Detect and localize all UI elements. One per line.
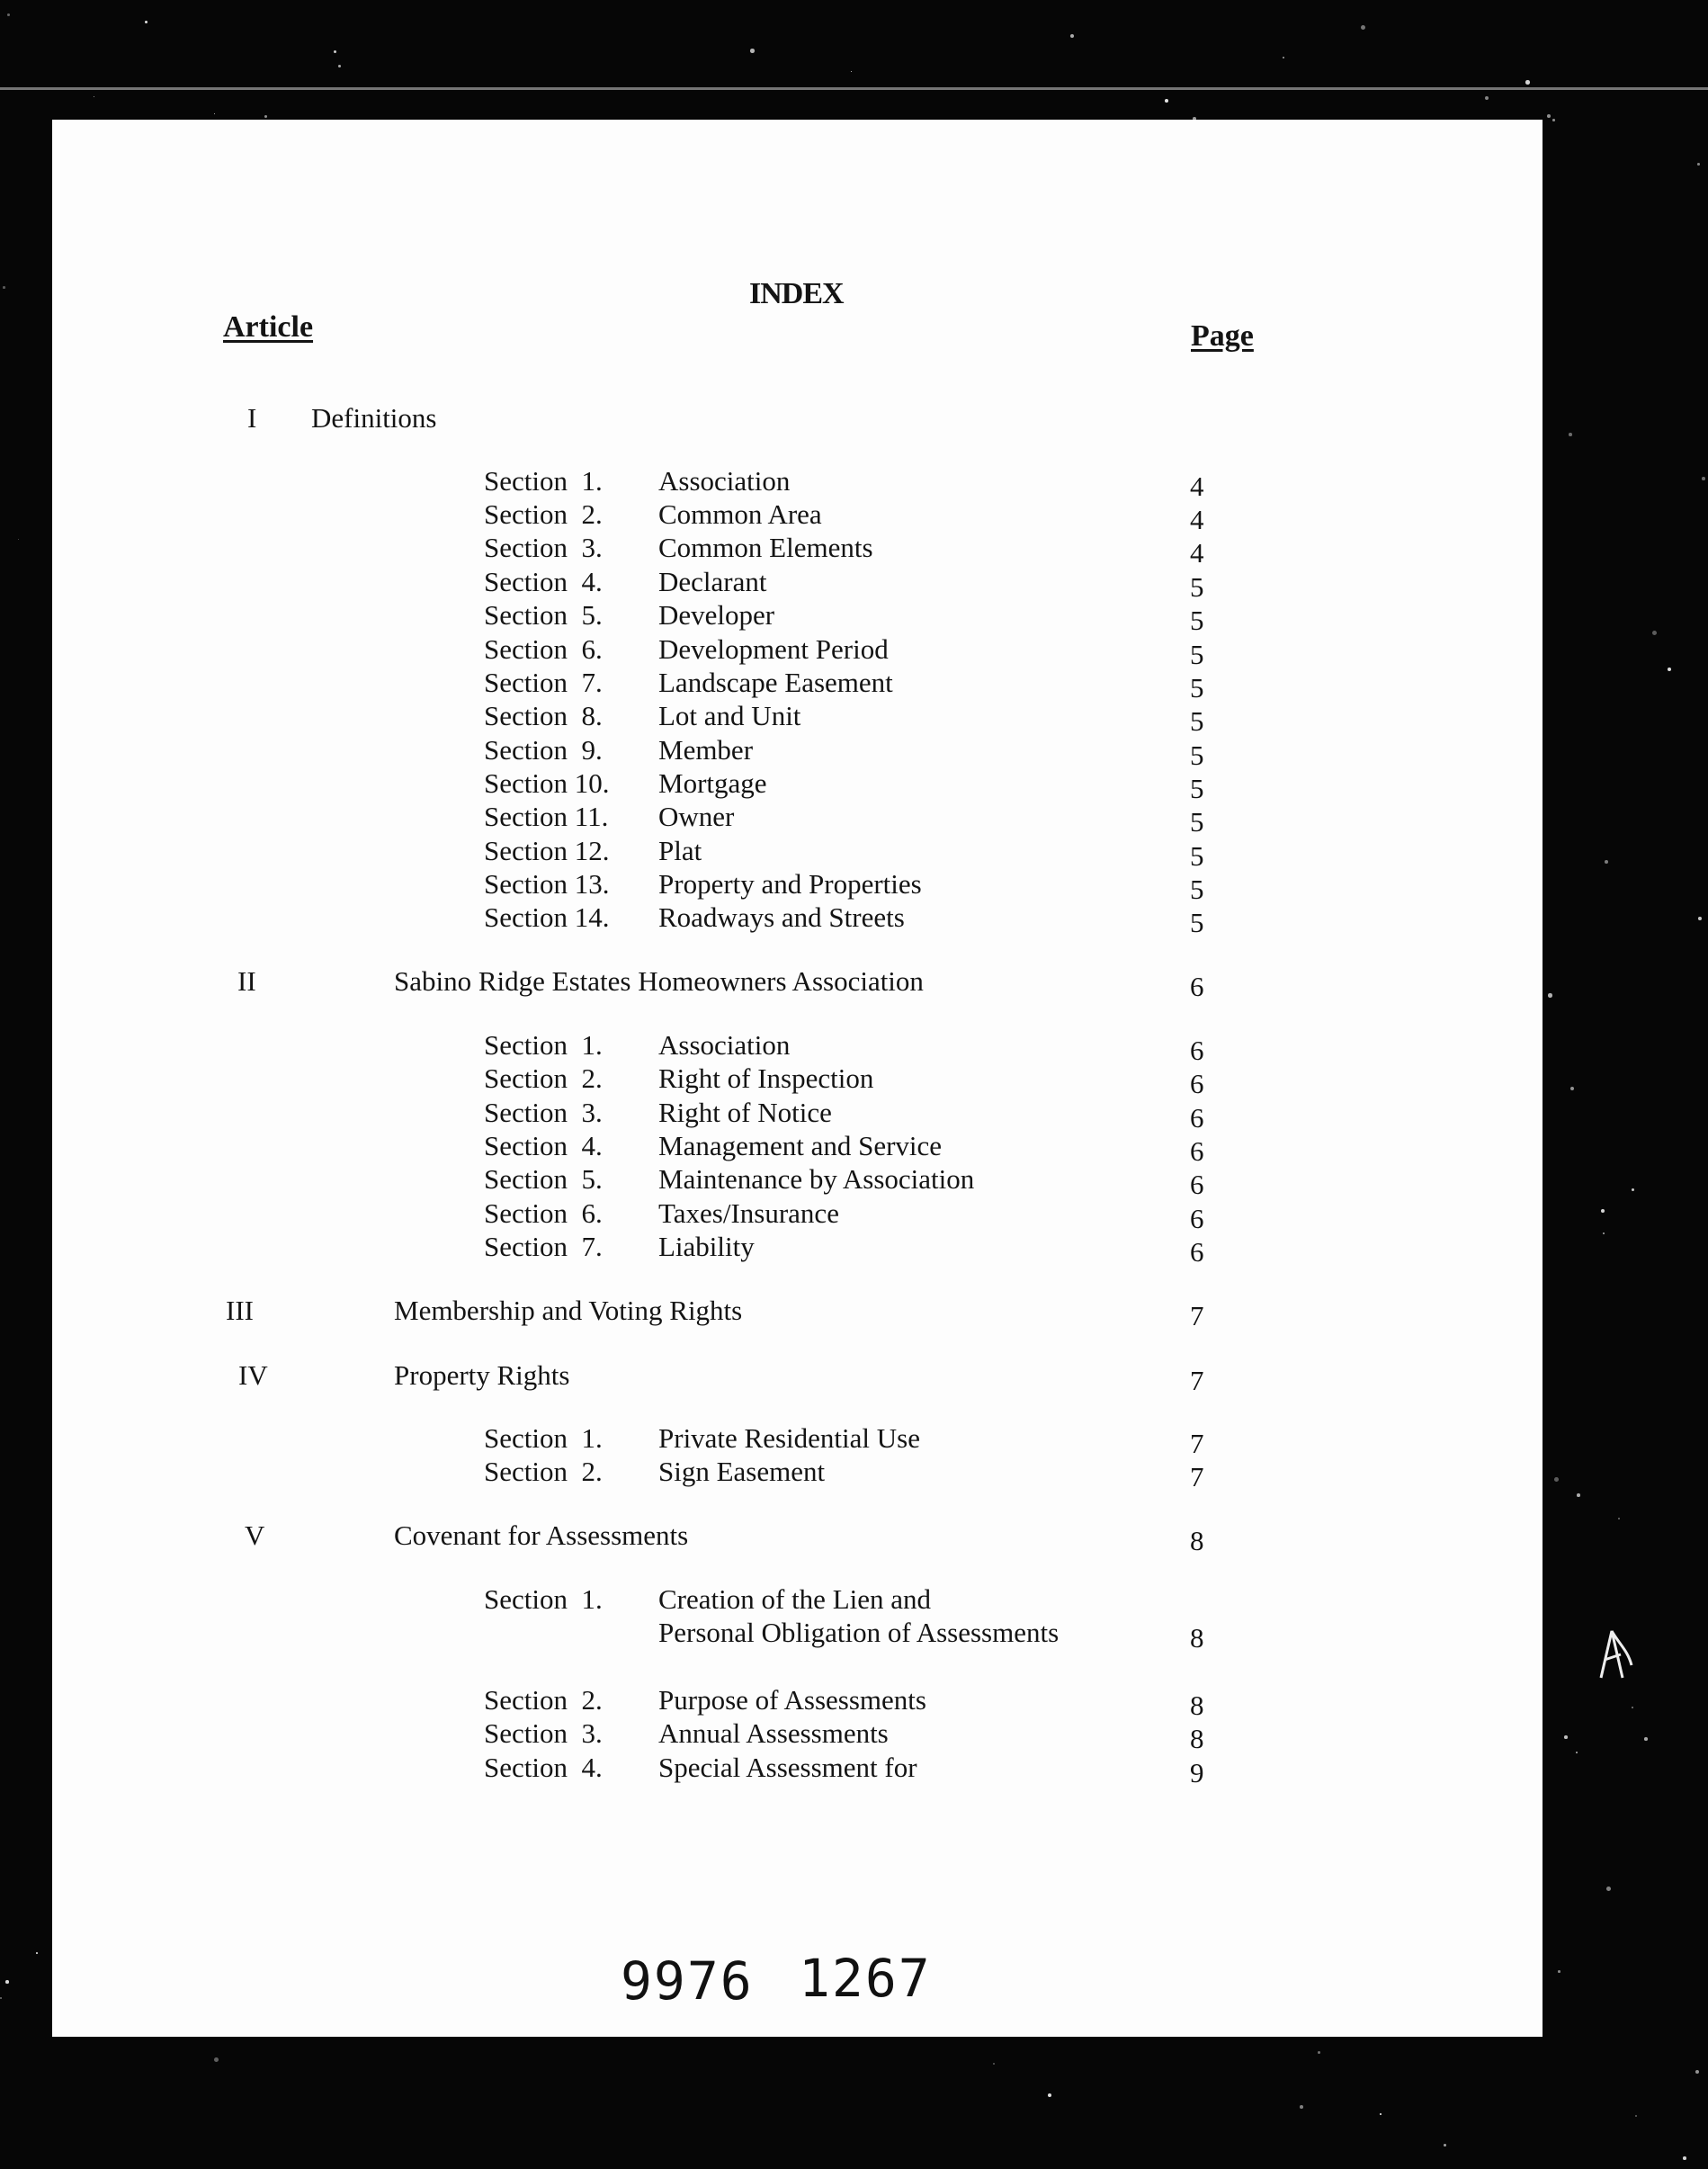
section-title: Declarant: [658, 566, 767, 597]
section-title: Roadways and Streets: [658, 901, 905, 933]
page-number: 6: [1190, 1068, 1204, 1099]
section-title: Sign Easement: [658, 1456, 826, 1487]
section-title: Annual Assessments: [658, 1717, 889, 1749]
scan-speck: [1702, 477, 1705, 480]
scan-speck: [1698, 917, 1702, 920]
page-number: 7: [1190, 1428, 1204, 1459]
scan-speck: [1547, 114, 1551, 118]
page-number: 7: [1190, 1365, 1204, 1396]
page-number: 7: [1190, 1300, 1204, 1331]
scan-speck: [5, 1980, 9, 1984]
scan-speck: [1283, 57, 1284, 58]
scan-speck: [1485, 96, 1489, 100]
section-label: Section 1.: [484, 1422, 603, 1454]
section-title: Association: [658, 1029, 791, 1061]
section-label: Section 9.: [484, 734, 603, 766]
document-page: [52, 120, 1543, 2037]
section-title: Right of Notice: [658, 1097, 832, 1128]
article-column-heading: Article: [223, 310, 314, 344]
scan-speck: [1668, 668, 1671, 671]
scan-speck: [1558, 1970, 1560, 1973]
section-label: Section 3.: [484, 1097, 603, 1128]
section-title: Maintenance by Association: [658, 1163, 975, 1195]
scan-speck: [7, 13, 10, 16]
scan-speck: [18, 539, 19, 540]
section-label: Section 1.: [484, 1583, 603, 1615]
page-number: 5: [1190, 739, 1204, 771]
scan-speck: [993, 2063, 995, 2065]
article-numeral: I: [247, 402, 257, 434]
section-title: Owner: [658, 801, 735, 832]
page-number: 9: [1190, 1757, 1204, 1788]
section-label: Section 14.: [484, 901, 610, 933]
article-title: Definitions: [311, 402, 437, 434]
scan-speck: [1576, 1752, 1578, 1753]
section-label: Section 11.: [484, 801, 609, 832]
page-column-heading: Page: [1191, 319, 1254, 353]
scan-speck: [1618, 1518, 1620, 1519]
page-number: 6: [1190, 1236, 1204, 1268]
scan-speck: [750, 49, 755, 53]
section-title: Common Area: [658, 498, 822, 530]
scan-speck: [851, 71, 852, 72]
page-number: 6: [1190, 1135, 1204, 1167]
article-title: Covenant for Assessments: [394, 1519, 689, 1551]
page-number: 7: [1190, 1461, 1204, 1492]
section-title: Development Period: [658, 633, 889, 665]
section-label: Section 8.: [484, 700, 603, 731]
section-title: Common Elements: [658, 532, 873, 563]
page-number: 5: [1190, 907, 1204, 938]
document-number-stamp: 9976: [621, 1950, 754, 2012]
section-title: Creation of the Lien and: [658, 1583, 932, 1615]
scan-speck: [334, 50, 336, 53]
scan-speck: [1548, 993, 1552, 998]
scan-speck: [1048, 2093, 1051, 2097]
section-title: Liability: [658, 1231, 755, 1262]
article-title: Membership and Voting Rights: [394, 1295, 743, 1326]
section-label: Section 2.: [484, 498, 603, 530]
page-number: 8: [1190, 1689, 1204, 1721]
section-label: Section 7.: [484, 1231, 603, 1262]
page-number: 5: [1190, 874, 1204, 905]
page-number: 5: [1190, 840, 1204, 872]
page-number: 4: [1190, 504, 1204, 535]
section-title: Personal Obligation of Assessments: [658, 1617, 1060, 1648]
page-number: 5: [1190, 705, 1204, 737]
section-label: Section 12.: [484, 835, 610, 866]
scan-speck: [1697, 163, 1700, 166]
section-title: Mortgage: [658, 767, 767, 799]
section-title: Developer: [658, 599, 775, 631]
scan-speck: [1601, 1209, 1605, 1213]
section-label: Section 3.: [484, 532, 603, 563]
scan-speck: [1577, 1493, 1580, 1497]
section-title: Management and Service: [658, 1130, 943, 1161]
scan-speck: [1569, 433, 1572, 436]
scan-speck: [1193, 117, 1196, 121]
section-title: Association: [658, 465, 791, 497]
section-label: Section 4.: [484, 1130, 603, 1161]
section-title: Purpose of Assessments: [658, 1684, 926, 1716]
page-number: 6: [1190, 971, 1204, 1002]
page-number: 8: [1190, 1622, 1204, 1654]
section-label: Section 13.: [484, 868, 610, 900]
page-number: 5: [1190, 639, 1204, 670]
section-label: Section 3.: [484, 1717, 603, 1749]
scan-speck: [145, 21, 148, 23]
page-number: 5: [1190, 571, 1204, 603]
scan-speck: [1606, 1887, 1611, 1891]
page-number: 5: [1190, 605, 1204, 636]
section-label: Section 5.: [484, 1163, 603, 1195]
scan-speck: [338, 65, 341, 67]
scan-speck: [1444, 2144, 1446, 2147]
page-number-stamp: 1267: [799, 1948, 932, 2009]
section-label: Section 2.: [484, 1456, 603, 1487]
section-title: Taxes/Insurance: [658, 1197, 839, 1229]
section-label: Section 10.: [484, 767, 610, 799]
section-title: Special Assessment for: [658, 1752, 917, 1783]
scan-speck: [264, 115, 267, 118]
page-number: 5: [1190, 806, 1204, 838]
scan-speck: [1300, 2105, 1303, 2109]
scan-speck: [1380, 2113, 1382, 2115]
scan-speck: [214, 2057, 219, 2062]
scan-speck: [0, 1997, 2, 1999]
article-title: Property Rights: [394, 1359, 570, 1391]
section-title: Lot and Unit: [658, 700, 801, 731]
scan-speck: [1632, 1707, 1633, 1708]
page-number: 6: [1190, 1203, 1204, 1234]
scan-edge-line: [0, 87, 1708, 90]
scan-speck: [1361, 25, 1365, 30]
section-label: Section 7.: [484, 667, 603, 698]
scan-speck: [1318, 2051, 1320, 2054]
scan-speck: [1552, 119, 1555, 121]
scan-speck: [1570, 1087, 1574, 1090]
scan-speck: [1605, 860, 1608, 864]
section-label: Section 6.: [484, 633, 603, 665]
section-label: Section 4.: [484, 1752, 603, 1783]
scan-speck: [1564, 1735, 1568, 1739]
page-number: 8: [1190, 1525, 1204, 1556]
scan-speck: [1644, 1737, 1648, 1741]
section-title: Right of Inspection: [658, 1062, 874, 1094]
handwritten-initial-mark: [1592, 1624, 1637, 1687]
article-numeral: V: [245, 1519, 265, 1551]
article-title: Sabino Ridge Estates Homeowners Association: [394, 965, 924, 997]
page-number: 6: [1190, 1169, 1204, 1200]
section-title: Plat: [658, 835, 702, 866]
section-title: Property and Properties: [658, 868, 922, 900]
page-number: 4: [1190, 471, 1204, 502]
article-numeral: III: [226, 1295, 254, 1326]
scan-speck: [1635, 2115, 1637, 2117]
scan-speck: [1683, 2156, 1686, 2160]
section-label: Section 2.: [484, 1062, 603, 1094]
scan-speck: [36, 1952, 38, 1954]
section-label: Section 2.: [484, 1684, 603, 1716]
page-number: 6: [1190, 1102, 1204, 1134]
section-label: Section 4.: [484, 566, 603, 597]
section-label: Section 6.: [484, 1197, 603, 1229]
scan-speck: [1070, 34, 1074, 38]
scan-speck: [1632, 1188, 1634, 1191]
scan-speck: [1603, 1232, 1605, 1234]
page-number: 5: [1190, 672, 1204, 704]
section-title: Member: [658, 734, 754, 766]
index-title: INDEX: [749, 277, 844, 310]
section-title: Landscape Easement: [658, 667, 893, 698]
section-label: Section 1.: [484, 465, 603, 497]
scan-speck: [1525, 80, 1530, 85]
scan-speck: [3, 286, 5, 289]
article-numeral: IV: [238, 1359, 268, 1391]
page-number: 5: [1190, 773, 1204, 804]
page-number: 6: [1190, 1035, 1204, 1066]
scan-speck: [214, 113, 215, 114]
scan-speck: [1652, 631, 1657, 635]
section-title: Private Residential Use: [658, 1422, 920, 1454]
section-label: Section 1.: [484, 1029, 603, 1061]
page-number: 8: [1190, 1723, 1204, 1754]
article-numeral: II: [237, 965, 256, 997]
page-number: 4: [1190, 537, 1204, 569]
scan-speck: [1165, 99, 1168, 103]
scan-speck: [1554, 1477, 1559, 1482]
scan-speck: [1695, 2070, 1699, 2074]
section-label: Section 5.: [484, 599, 603, 631]
